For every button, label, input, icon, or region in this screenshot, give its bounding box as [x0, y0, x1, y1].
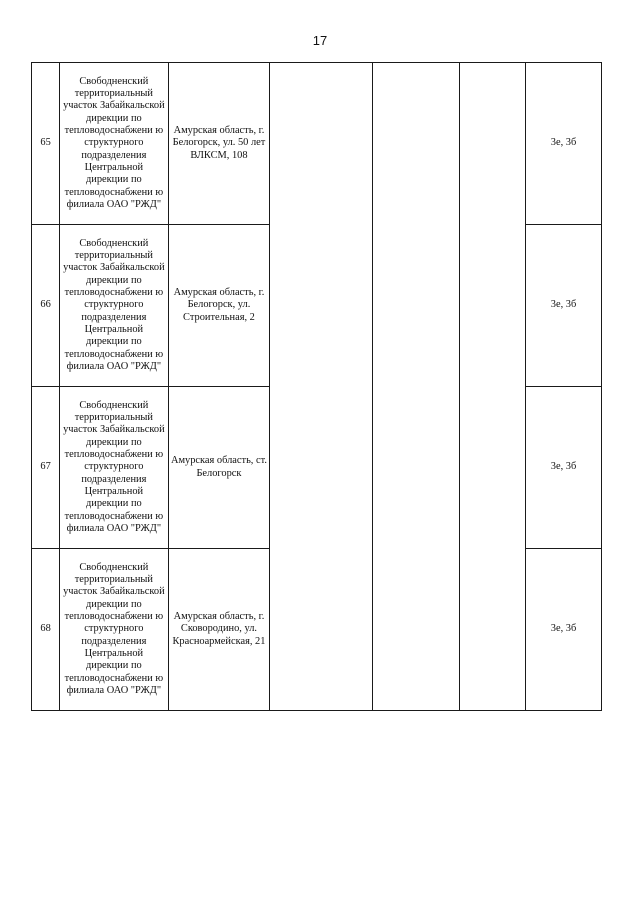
- page-number: 17: [312, 33, 328, 48]
- row-number: 65: [32, 63, 60, 225]
- address-cell: Амурская область, ст. Белогорск: [168, 387, 270, 549]
- code-cell: 3е, 3б: [526, 225, 602, 387]
- facilities-table: [31, 62, 602, 711]
- code-cell: 3е, 3б: [526, 63, 602, 225]
- table-row: [32, 63, 602, 225]
- merged-empty-cell: [373, 63, 460, 711]
- organization-cell: Свободненский территориальный участок Забайкальской дирекции по тепловодоснабжени ю структурного подразделения Центральной дирекции по тепловодоснабжени ю филиала ОАО "РЖД": [60, 63, 168, 225]
- organization-cell: Свободненский территориальный участок Забайкальской дирекции по тепловодоснабжени ю структурного подразделения Центральной дирекции по тепловодоснабжени ю филиала ОАО "РЖД": [60, 549, 168, 711]
- address-cell: Амурская область, г. Белогорск, ул. 50 лет ВЛКСМ, 108: [168, 63, 270, 225]
- organization-cell: Свободненский территориальный участок Забайкальской дирекции по тепловодоснабжени ю структурного подразделения Центральной дирекции по тепловодоснабжени ю филиала ОАО "РЖД": [60, 387, 168, 549]
- organization-cell: Свободненский территориальный участок Забайкальской дирекции по тепловодоснабжени ю структурного подразделения Центральной дирекции по тепловодоснабжени ю филиала ОАО "РЖД": [60, 225, 168, 387]
- row-number: 66: [32, 225, 60, 387]
- merged-empty-cell: [270, 63, 373, 711]
- row-number: 68: [32, 549, 60, 711]
- address-cell: Амурская область, г. Белогорск, ул. Строительная, 2: [168, 225, 270, 387]
- row-number: 67: [32, 387, 60, 549]
- address-cell: Амурская область, г. Сковородино, ул. Красноармейская, 21: [168, 549, 270, 711]
- merged-empty-cell: [460, 63, 526, 711]
- code-cell: 3е, 3б: [526, 549, 602, 711]
- code-cell: 3е, 3б: [526, 387, 602, 549]
